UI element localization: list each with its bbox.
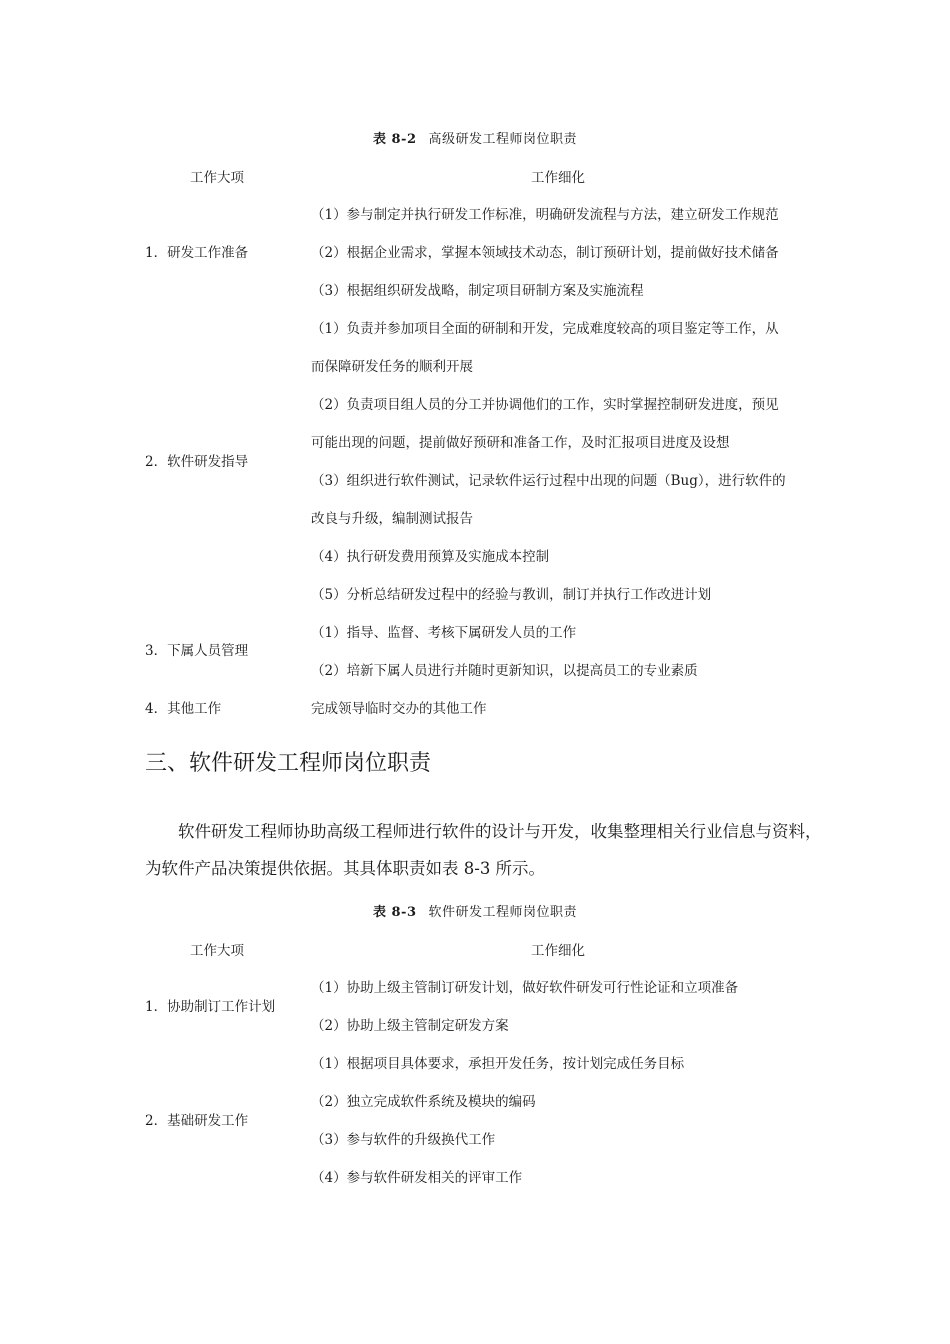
table-caption xyxy=(0,128,950,147)
table-category: 1．研发工作准备 xyxy=(145,245,249,261)
table-detail-line: （3）根据组织研发战略，制定项目研制方案及实施流程 xyxy=(311,283,644,299)
column-header-detail: 工作细化 xyxy=(531,170,585,186)
table-category: 2．软件研发指导 xyxy=(145,454,249,470)
table-detail-line: （2）负责项目组人员的分工并协调他们的工作，实时掌握控制研发进度，预见 xyxy=(311,397,779,413)
table-detail-line: （1）负责并参加项目全面的研制和开发，完成难度较高的项目鉴定等工作，从 xyxy=(311,321,779,337)
table-title: 高级研发工程师岗位职责 xyxy=(428,132,578,147)
column-header-category: 工作大项 xyxy=(190,943,244,959)
table-detail-line: （4）参与软件研发相关的评审工作 xyxy=(311,1170,523,1186)
table-detail-line: （3）组织进行软件测试，记录软件运行过程中出现的问题（Bug），进行软件的 xyxy=(311,473,786,489)
table-detail-line: （1）指导、监督、考核下属研发人员的工作 xyxy=(311,625,577,641)
table-detail-line: （5）分析总结研发过程中的经验与教训，制订并执行工作改进计划 xyxy=(311,587,712,603)
column-header-detail: 工作细化 xyxy=(531,943,585,959)
table-category: 1．协助制订工作计划 xyxy=(145,999,276,1015)
table-caption xyxy=(0,901,950,920)
table-detail-line: 而保障研发任务的顺利开展 xyxy=(311,359,473,375)
table-number: 表 8-3 xyxy=(372,905,417,920)
table-category: 3．下属人员管理 xyxy=(145,643,249,659)
column-header-category: 工作大项 xyxy=(190,170,244,186)
table-category: 2．基础研发工作 xyxy=(145,1113,249,1129)
table-detail-line: （4）执行研发费用预算及实施成本控制 xyxy=(311,549,550,565)
table-detail-line: （2）培新下属人员进行并随时更新知识，以提高员工的专业素质 xyxy=(311,663,698,679)
table-detail-line: 完成领导临时交办的其他工作 xyxy=(311,701,487,717)
body-paragraph xyxy=(145,813,822,887)
table-detail-line: （1）根据项目具体要求，承担开发任务，按计划完成任务目标 xyxy=(311,1056,685,1072)
table-detail-line: （1）参与制定并执行研发工作标准，明确研发流程与方法，建立研发工作规范 xyxy=(311,207,779,223)
table-category: 4．其他工作 xyxy=(145,701,222,717)
table-detail-line: （3）参与软件的升级换代工作 xyxy=(311,1132,496,1148)
table-detail-line: 可能出现的问题，提前做好预研和准备工作，及时汇报项目进度及设想 xyxy=(311,435,730,451)
table-detail-line: （2）独立完成软件系统及模块的编码 xyxy=(311,1094,536,1110)
table-detail-line: （1）协助上级主管制订研发计划，做好软件研发可行性论证和立项准备 xyxy=(311,980,739,996)
paragraph-line: 软件研发工程师协助高级工程师进行软件的设计与开发，收集整理相关行业信息与资料， xyxy=(178,822,822,841)
table-number: 表 8-2 xyxy=(372,132,417,147)
table-detail-line: （2）协助上级主管制定研发方案 xyxy=(311,1018,509,1034)
table-title: 软件研发工程师岗位职责 xyxy=(428,905,578,920)
table-detail-line: 改良与升级，编制测试报告 xyxy=(311,511,473,527)
table-detail-line: （2）根据企业需求，掌握本领域技术动态，制订预研计划，提前做好技术储备 xyxy=(311,245,779,261)
paragraph-line: 为软件产品决策提供依据。其具体职责如表 8-3 所示。 xyxy=(145,859,546,878)
section-heading: 三、软件研发工程师岗位职责 xyxy=(145,751,432,776)
